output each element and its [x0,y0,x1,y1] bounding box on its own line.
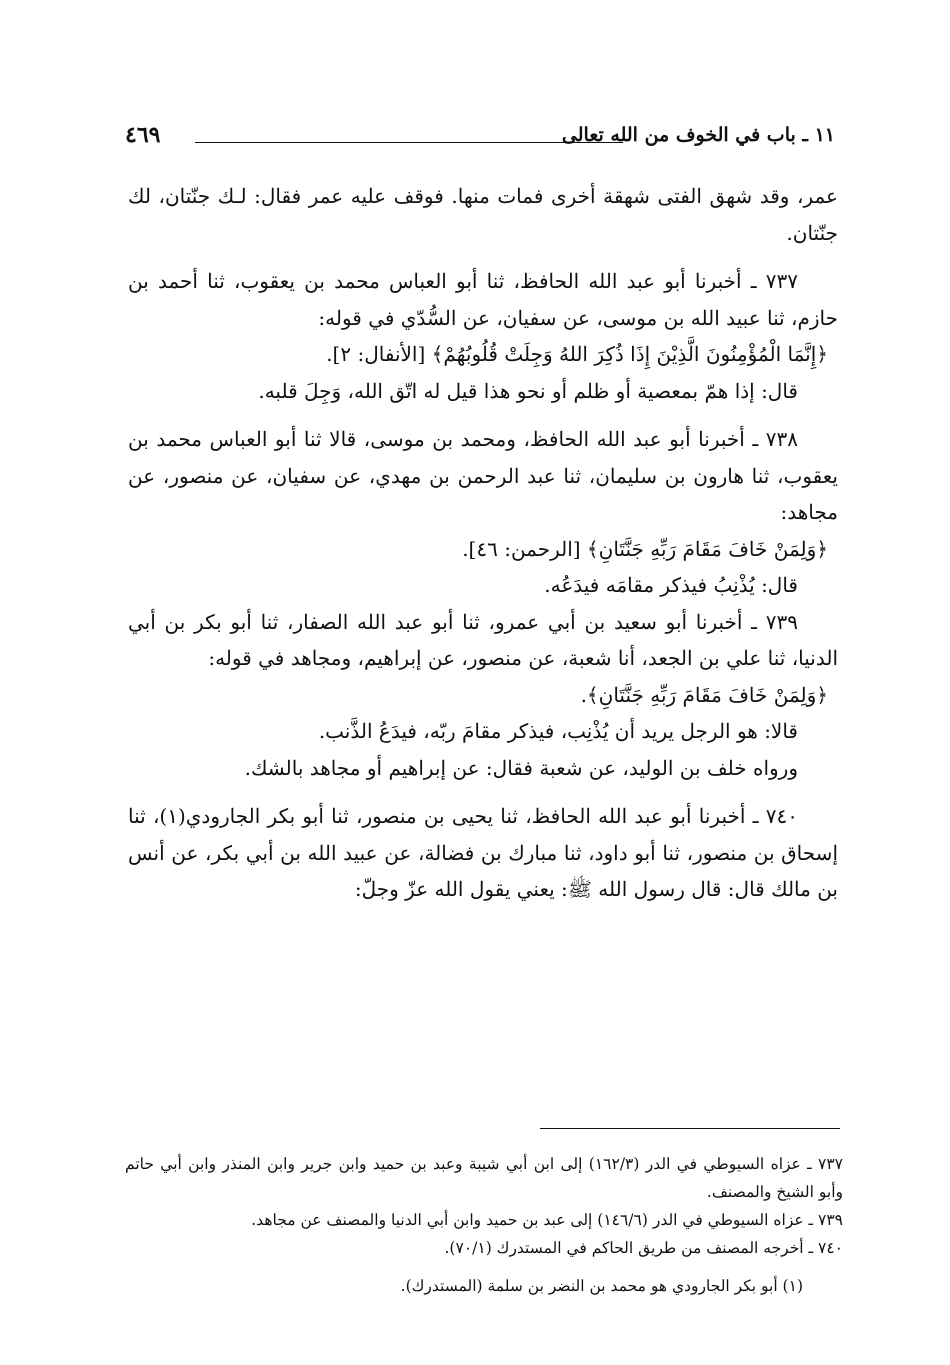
commentary-738: قال: يُذْنِبُ فيذكر مقامَه فيدَعُه. [544,573,798,597]
narration-note-739: ورواه خلف بن الوليد، عن شعبة فقال: عن إبراهيم أو مجاهد بالشك. [244,755,798,780]
footnote-739: ٧٣٩ ـ عزاه السيوطي في الدر (١٤٦/٦) إلى عبد بن حميد وابن أبي الدنيا والمصنف عن مجاهد. [251,1211,843,1229]
hadith-740: ٧٤٠ ـ أخبرنا أبو عبد الله الحافظ، ثنا يحيى بن منصور، ثنا أبو بكر الجارودي(١)، ثنا إسحاق بن منصور، ثنا أبو داود، ثنا مبارك بن فضالة، عن عبيد الله بن أبي بكر، عن أنس بن مالك قال: قال رسول الله ﷺ: يعني يقول الله عزّ وجلّ: [128,804,838,901]
commentary-737: قال: إذا همّ بمعصية أو ظلم أو نحو هذا قيل له اتّق الله، وَجِلَ قلبه. [258,378,798,403]
footnote-740: ٧٤٠ ـ أخرجه المصنف من طريق الحاكم في المستدرك (٧٠/١). [444,1239,843,1257]
quran-verse-rahman-repeat: ﴿وَلِمَنْ خَافَ مَقَامَ رَبِّهِ جَنَّتَانِ﴾. [580,682,828,707]
hadith-739: ٧٣٩ ـ أخبرنا أبو سعيد بن أبي عمرو، ثنا أبو عبد الله الصفار، ثنا أبو بكر بن أبي الدنيا، ثنا علي بن الجعد، أنا شعبة، عن منصور، عن إبراهيم، ومجاهد في قوله: [128,609,838,670]
hadith-738: ٧٣٨ ـ أخبرنا أبو عبد الله الحافظ، ومحمد بن موسى، قالا ثنا أبو العباس محمد بن يعقوب، ثنا هارون بن سليمان، ثنا عبد الرحمن بن مهدي، عن سفيان، عن منصور، عن مجاهد: [128,427,838,524]
footnote-rule [540,1128,840,1129]
page-header [125,122,835,162]
quran-verse-rahman: ﴿وَلِمَنْ خَافَ مَقَامَ رَبِّهِ جَنَّتَانِ﴾ [الرحمن: ٤٦]. [462,536,828,561]
commentary-739: قالا: هو الرجل يريد أن يُذْنِب، فيذكر مقامَ ربّه، فيدَعُ الذَّنب. [318,719,798,743]
footnote-737: ٧٣٧ ـ عزاه السيوطي في الدر (١٦٢/٣) إلى ابن أبي شيبة وعبد بن حميد وابن جرير وابن المنذر وابن أبي حاتم وأبو الشيخ والمصنف. [125,1155,844,1201]
footnote-note-1: (١) أبو بكر الجارودي هو محمد بن النضر بن سلمة (المستدرك). [400,1277,803,1295]
main-text [128,178,838,908]
chapter-title: ١١ ـ باب في الخوف من الله تعالى [561,124,835,146]
quran-verse-anfal: ﴿إِنَّمَا الْمُؤْمِنُونَ الَّذِيْنَ إِذَا ذُكِرَ اللهُ وَجِلَتْ قُلُوبُهُمْ﴾ [الأنفال: ٢]. [326,342,828,366]
hadith-737: ٧٣٧ ـ أخبرنا أبو عبد الله الحافظ، ثنا أبو العباس محمد بن يعقوب، ثنا أحمد بن حازم، ثنا عبيد الله بن موسى، عن سفيان، عن السُّدّي في قوله: [128,269,838,330]
page-number: ٤٦٩ [125,122,161,148]
header-rule [195,142,623,143]
paragraph-continuation: عمر، وقد شهق الفتى شهقة أخرى فمات منها. فوقف عليه عمر فقال: لـك جنّتان، لك جنّتان. [128,184,838,245]
footnotes [125,1150,843,1300]
